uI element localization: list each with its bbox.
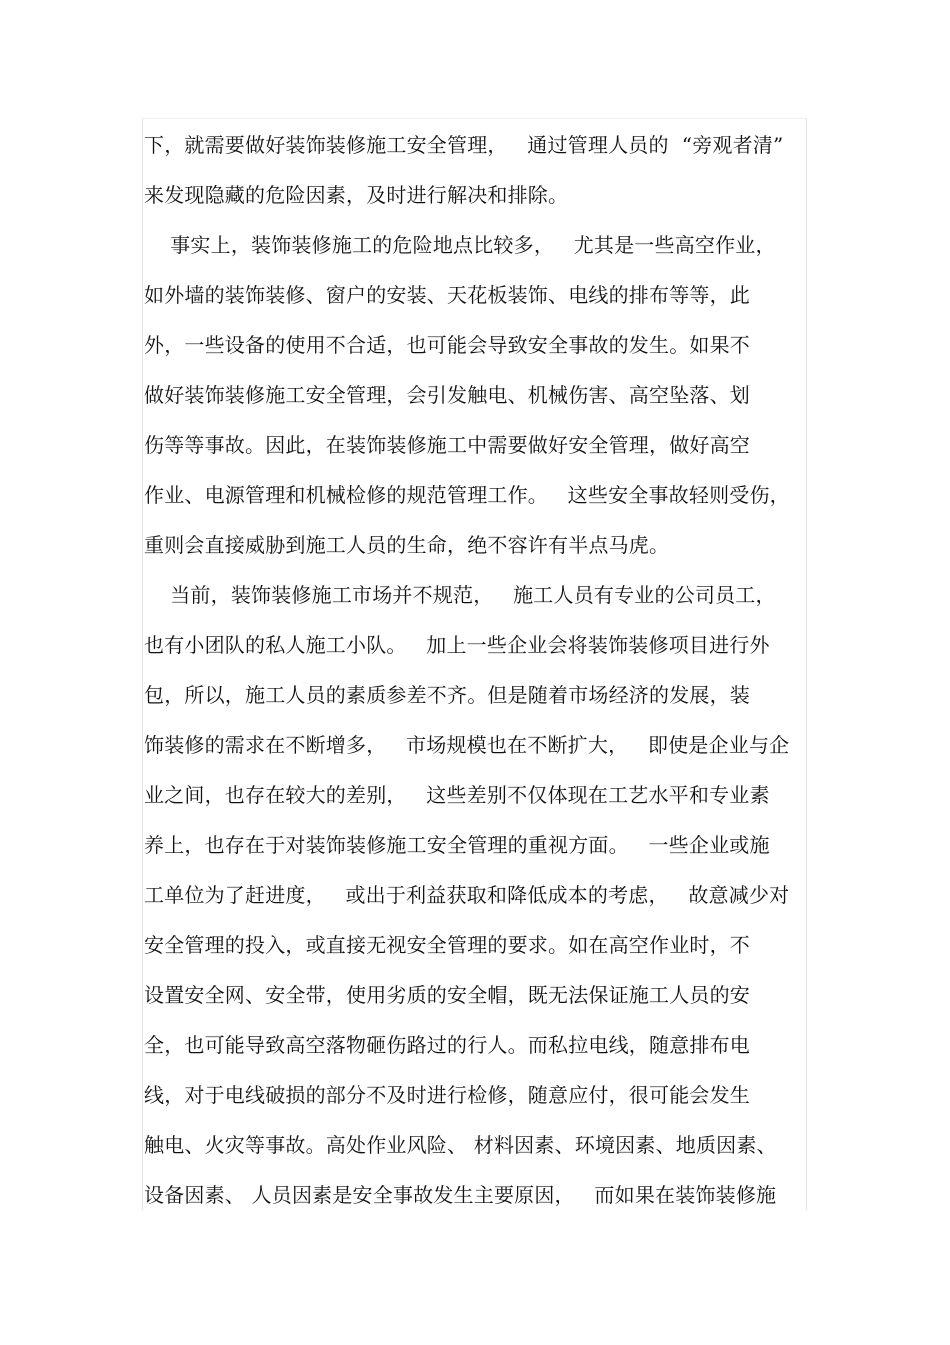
- text-line: 下，就需要做好装饰装修施工安全管理， 通过管理人员的 “旁观者清”: [144, 133, 784, 157]
- text-line: 养上，也存在于对装饰装修施工安全管理的重视方面。 一些企业或施: [144, 833, 770, 857]
- body-text: [144, 120, 808, 1220]
- text-line: 工单位为了赶进度， 或出于利益获取和降低成本的考虑， 故意减少对: [144, 883, 790, 907]
- text-line: 外，一些设备的使用不合适，也可能会导致安全事故的发生。如果不: [144, 333, 750, 357]
- page-frame-left: [142, 118, 143, 1210]
- text-line: 安全管理的投入，或直接无视安全管理的要求。如在高空作业时，不: [144, 933, 750, 957]
- text-line: 重则会直接威胁到施工人员的生命，绝不容许有半点马虎。: [144, 533, 670, 557]
- text-line: 设备因素、 人员因素是安全事故发生主要原因， 而如果在装饰装修施: [144, 1183, 777, 1207]
- text-line: 触电、火灾等事故。高处作业风险、 材料因素、环境因素、地质因素、: [144, 1133, 777, 1157]
- text-line: 事实上，装饰装修施工的危险地点比较多， 尤其是一些高空作业，: [144, 233, 776, 257]
- text-line: 设置安全网、安全带，使用劣质的安全帽，既无法保证施工人员的安: [144, 983, 750, 1007]
- text-line: 包，所以，施工人员的素质参差不齐。但是随着市场经济的发展，装: [144, 683, 750, 707]
- text-line: 伤等等事故。因此，在装饰装修施工中需要做好安全管理，做好高空: [144, 433, 750, 457]
- page-frame-top: [142, 118, 807, 119]
- text-line: 作业、电源管理和机械检修的规范管理工作。 这些安全事故轻则受伤，: [144, 483, 790, 507]
- text-line: 饰装修的需求在不断增多， 市场规模也在不断扩大， 即使是企业与企: [144, 733, 790, 757]
- text-line: 做好装饰装修施工安全管理，会引发触电、机械伤害、高空坠落、划: [144, 383, 750, 407]
- text-line: 当前，装饰装修施工市场并不规范， 施工人员有专业的公司员工，: [144, 583, 776, 607]
- text-line: 也有小团队的私人施工小队。 加上一些企业会将装饰装修项目进行外: [144, 633, 770, 657]
- text-line: 业之间，也存在较大的差别， 这些差别不仅体现在工艺水平和专业素: [144, 783, 770, 807]
- text-line: 全，也可能导致高空落物砸伤路过的行人。而私拉电线，随意排布电: [144, 1033, 750, 1057]
- text-line: 如外墙的装饰装修、窗户的安装、天花板装饰、电线的排布等等，此: [144, 283, 750, 307]
- text-line: 线，对于电线破损的部分不及时进行检修，随意应付，很可能会发生: [144, 1083, 750, 1107]
- text-line: 来发现隐藏的危险因素，及时进行解决和排除。: [144, 183, 569, 207]
